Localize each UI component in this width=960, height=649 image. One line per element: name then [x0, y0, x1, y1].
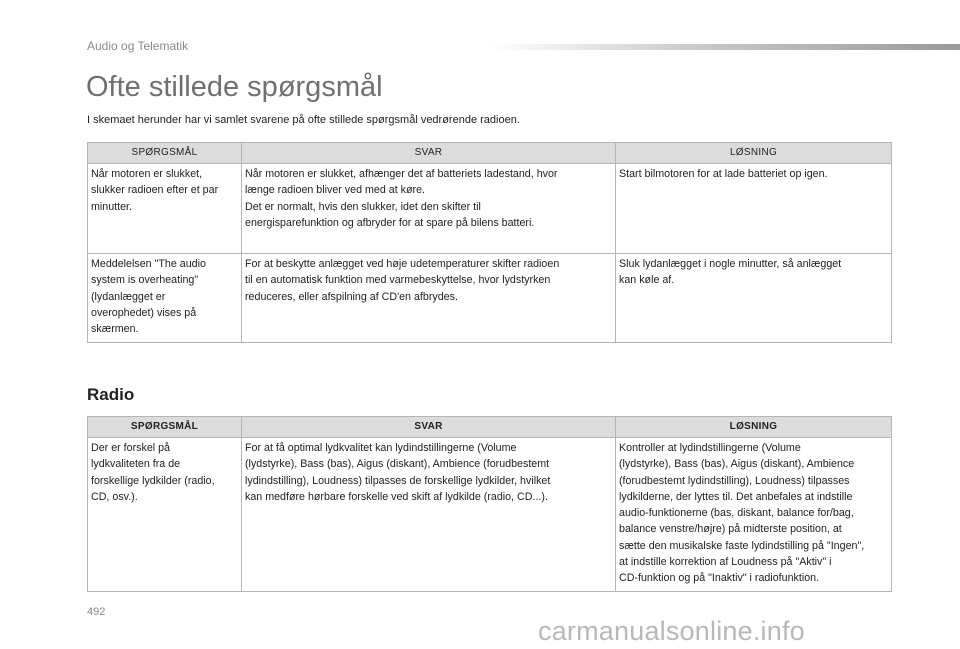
- cell-text-line: Meddelelsen "The audio: [91, 258, 206, 270]
- header-gradient-bar: [490, 44, 960, 50]
- question-cell: [88, 438, 242, 592]
- solution-cell: [616, 438, 892, 592]
- header-question: SPØRGSMÅL: [88, 417, 242, 438]
- cell-text-line: kan køle af.: [619, 274, 675, 287]
- header-question: SPØRGSMÅL: [88, 143, 242, 164]
- answer-cell: [242, 164, 616, 254]
- radio-section-title: Radio: [87, 385, 135, 404]
- cell-text-line: lydindstilling), Loudness) tilpasses de forskellige lydkilder, hvilket: [245, 474, 551, 487]
- cell-text-line: længe radioen bliver ved med at køre.: [245, 184, 425, 197]
- cell-text-line: Sluk lydanlægget i nogle minutter, så anlægget: [619, 258, 842, 270]
- cell-text-line: Der er forskel på: [91, 442, 170, 454]
- solution-cell: [616, 254, 892, 343]
- watermark: carmanualsonline.info: [538, 616, 805, 646]
- table-header-row: [88, 417, 892, 438]
- header-solution: LØSNING: [616, 143, 892, 164]
- section-header: Audio og Telematik: [87, 39, 189, 53]
- cell-text-line: overophedet) vises på: [91, 306, 197, 319]
- cell-text-line: system is overheating": [91, 274, 199, 287]
- question-cell: [88, 254, 242, 343]
- table-row: [88, 254, 892, 343]
- answer-cell: [242, 254, 616, 343]
- cell-text-line: energisparefunktion og afbryder for at spare på bilens batteri.: [245, 216, 535, 229]
- faq-table-general: [87, 142, 892, 343]
- cell-text-line: forskellige lydkilder (radio,: [91, 474, 215, 487]
- page-number: 492: [87, 606, 106, 618]
- cell-text-line: lydkilderne, der lyttes til. Det anbefales at indstille: [619, 490, 853, 503]
- cell-text-line: reduceres, eller afspilning af CD'en afbrydes.: [245, 290, 458, 303]
- cell-text-line: kan medføre hørbare forskelle ved skift af lydkilde (radio, CD...).: [245, 490, 548, 503]
- cell-text-line: (forudbestemt lydindstilling), Loudness) tilpasses: [619, 474, 850, 487]
- cell-text-line: balance venstre/højre) på midterste position, at: [619, 523, 842, 536]
- page-title: Ofte stillede spørgsmål: [86, 71, 383, 103]
- cell-text-line: Kontroller at lydindstillingerne (Volume: [619, 442, 801, 454]
- cell-text-line: Når motoren er slukket,: [91, 168, 203, 180]
- cell-text-line: at indstille korrektion af Loudness på "Aktiv" i: [619, 556, 832, 569]
- cell-text-line: Start bilmotoren for at lade batteriet op igen.: [619, 168, 828, 180]
- cell-text-line: minutter.: [91, 200, 132, 213]
- cell-text-line: (lydstyrke), Bass (bas), Aigus (diskant), Ambience: [619, 458, 855, 471]
- cell-text-line: Det er normalt, hvis den slukker, idet den skifter til: [245, 200, 481, 213]
- cell-text-line: sætte den musikalske faste lydindstilling på "Ingen",: [619, 539, 865, 552]
- cell-text-line: (lydstyrke), Bass (bas), Aigus (diskant), Ambience (forudbestemt: [245, 458, 550, 471]
- header-answer: SVAR: [242, 143, 616, 164]
- cell-text-line: CD, osv.).: [91, 490, 138, 503]
- cell-text-line: til en automatisk funktion med varmebeskyttelse, hvor lydstyrken: [245, 274, 551, 287]
- table-header-row: [88, 143, 892, 164]
- table-row: [88, 164, 892, 254]
- header-answer: SVAR: [242, 417, 616, 438]
- cell-text-line: skærmen.: [91, 323, 139, 336]
- cell-text-line: audio-funktionerne (bas, diskant, balance for/bag,: [619, 507, 854, 520]
- cell-text-line: CD-funktion og på "Inaktiv" i radiofunktion.: [619, 572, 820, 585]
- cell-text-line: For at beskytte anlægget ved høje udetemperaturer skifter radioen: [245, 258, 560, 270]
- question-cell: [88, 164, 242, 254]
- intro-text: I skemaet herunder har vi samlet svarene på ofte stillede spørgsmål vedrørende radioen.: [87, 114, 520, 126]
- answer-cell: [242, 438, 616, 592]
- cell-text-line: (lydanlægget er: [91, 290, 166, 303]
- cell-text-line: lydkvaliteten fra de: [91, 458, 181, 471]
- table-row: [88, 438, 892, 592]
- solution-cell: [616, 164, 892, 254]
- cell-text-line: Når motoren er slukket, afhænger det af batteriets ladestand, hvor: [245, 168, 558, 180]
- faq-table-radio: [87, 416, 892, 592]
- header-solution: LØSNING: [616, 417, 892, 438]
- cell-text-line: slukker radioen efter et par: [91, 184, 219, 197]
- cell-text-line: For at få optimal lydkvalitet kan lydindstillingerne (Volume: [245, 442, 517, 454]
